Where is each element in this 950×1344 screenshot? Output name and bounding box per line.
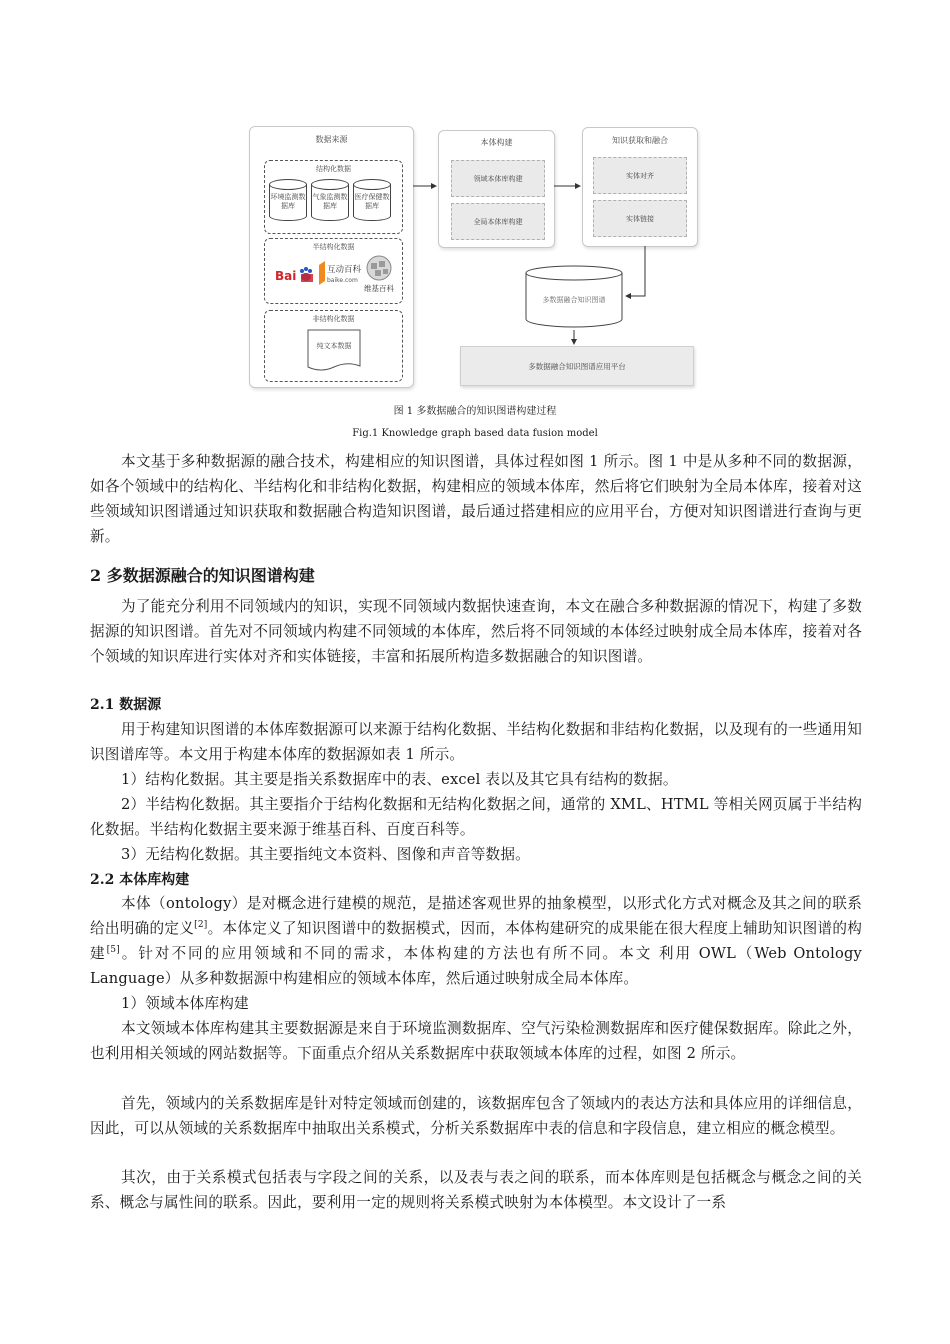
unstructured-data-group	[264, 310, 403, 382]
db-label: 环境监测数据库	[270, 193, 306, 210]
subsection-heading-2-1: 2.1 数据源	[90, 697, 162, 713]
semi-structured-data-title: 半结构化数据	[312, 243, 355, 251]
figure-caption-zh: 图 1 多数据融合的知识图谱构建过程	[393, 406, 557, 417]
data-sources-panel	[249, 126, 414, 388]
svg-text:Bai: Bai	[275, 269, 297, 283]
semi-structured-data-group	[264, 238, 403, 304]
arrow-fusion-to-kg	[626, 246, 645, 296]
paragraph-second-step: 其次，由于关系模式包括表与字段之间的关系，以及表与表之间的联系，而本体库则是包括概念与概念之间的关系、概念与属性间的联系。因此，要利用一定的规则将关系模式映射为本体模型。本文设计了一系	[90, 1169, 862, 1211]
document-label: 纯文本数据	[316, 342, 352, 350]
kg-database-cylinder	[525, 265, 623, 329]
data-sources-title: 数据来源	[315, 135, 348, 144]
ontology-panel	[438, 130, 555, 248]
section-heading-2: 2 多数据源融合的知识图谱构建	[90, 566, 315, 585]
baidu-baike-logo	[275, 263, 315, 285]
ontology-text-part-1: 本体（ontology）是对概念进行建模的规范，是描述客观世界的抽象模型，以形式化方式对概念及其之间的联系给出明确的定义	[90, 895, 862, 937]
db-label: 医疗保健数据库	[354, 193, 390, 210]
weather-monitoring-db	[311, 179, 349, 225]
ontology-text-part-3: 。针对不同的应用领域和不同的需求，本体构建的方法也有所不同。本文 利用 OWL（Web Ontology Language）从多种数据源中构建相应的领域本体库，然后通过映射成全局本体库。	[90, 945, 862, 987]
paragraph-data-sources: 用于构建知识图谱的本体库数据源可以来源于结构化数据、半结构化数据和非结构化数据，以及现有的一些通用知识图谱库等。本文用于构建本体库的数据源如表 1 所示。	[90, 721, 862, 763]
structured-data-group	[264, 160, 403, 234]
paragraph-intro: 本文基于多种数据源的融合技术，构建相应的知识图谱，具体过程如图 1 所示。图 1 中是从多种不同的数据源，如各个领域中的结构化、半结构化和非结构化数据，构建相应的领域本体库，然后将它们映射为全局本体库，接着对这些领域知识图谱通过知识获取和数据融合构造知识图谱，最后通过搭建相应的应用平台，方便对知识图谱进行查询与更新。	[90, 453, 862, 545]
application-platform-label: 多数据融合知识图谱应用平台	[528, 361, 626, 371]
global-ontology-box: 全局本体库构建	[451, 203, 545, 240]
citation-ref-2: [2]	[194, 920, 208, 931]
paragraph-first-step: 首先，领域内的关系数据库是针对特定领域而创建的，该数据库包含了领域内的表达方法和具体应用的详细信息，因此，可以从领域的关系数据库中抽取出关系模式，分析关系数据库中表的信息和字段信息，建立相应的概念模型。	[90, 1095, 862, 1137]
ontology-text-part-2: 。本体定义了知识图谱中的数据模式，因而，本体构建研究的成果能在很大程度上辅助知识图谱的构建	[90, 920, 863, 962]
hudong-baike-logo	[317, 259, 362, 289]
entity-linking-box: 实体链接	[593, 200, 687, 237]
paragraph-domain-ontology-heading: 1）领域本体库构建	[121, 995, 249, 1012]
paragraph-structured-data: 1）结构化数据。其主要是指关系数据库中的表、excel 表以及其它具有结构的数据。	[121, 771, 678, 788]
env-monitoring-db	[269, 179, 307, 225]
citation-ref-5: [5]	[106, 945, 120, 956]
paragraph-unstructured-data: 3）无结构化数据。其主要指纯文本资料、图像和声音等数据。	[121, 846, 530, 863]
svg-text:维基百科: 维基百科	[364, 284, 394, 293]
healthcare-db	[353, 179, 391, 225]
figure-caption-en: Fig.1 Knowledge graph based data fusion model	[352, 428, 598, 439]
unstructured-data-title: 非结构化数据	[312, 315, 355, 323]
ontology-title: 本体构建	[480, 138, 513, 147]
domain-ontology-box: 领域本体库构建	[451, 160, 545, 197]
svg-text:互动百科: 互动百科	[327, 265, 362, 275]
db-label: 气象监测数据库	[312, 193, 348, 210]
svg-text:baike.com: baike.com	[327, 277, 358, 284]
wikipedia-logo	[361, 253, 397, 297]
structured-data-title: 结构化数据	[316, 165, 351, 173]
paragraph-domain-ontology: 本文领域本体库构建其主要数据源是来自于环境监测数据库、空气污染检测数据库和医疗健保数据库。除此之外，也利用相关领域的网站数据等。下面重点介绍从关系数据库中获取领域本体库的过程，如图 2 所示。	[90, 1020, 862, 1062]
subsection-heading-2-2: 2.2 本体库构建	[90, 872, 190, 888]
kg-database-label: 多数据融合知识图谱	[542, 296, 606, 304]
application-platform-box	[460, 346, 694, 386]
paragraph-section-2: 为了能充分利用不同领域内的知识，实现不同领域内数据快速查询，本文在融合多种数据源的情况下，构建了多数据源的知识图谱。首先对不同领域内构建不同领域的本体库，然后将不同领域的本体经过映射成全局本体库，接着对各个领域的知识库进行实体对齐和实体链接，丰富和拓展所构造多数据融合的知识图谱。	[90, 598, 862, 665]
paragraph-ontology-definition	[90, 891, 862, 991]
paragraph-semi-structured-data: 2）半结构化数据。其主要指介于结构化数据和无结构化数据之间，通常的 XML、HTML 等相关网页属于半结构化数据。半结构化数据主要来源于维基百科、百度百科等。	[90, 796, 862, 838]
knowledge-fusion-panel	[582, 127, 698, 247]
plain-text-document	[307, 329, 361, 373]
knowledge-fusion-title: 知识获取和融合	[612, 136, 668, 145]
entity-alignment-box: 实体对齐	[593, 157, 687, 194]
figure-1	[249, 124, 701, 388]
